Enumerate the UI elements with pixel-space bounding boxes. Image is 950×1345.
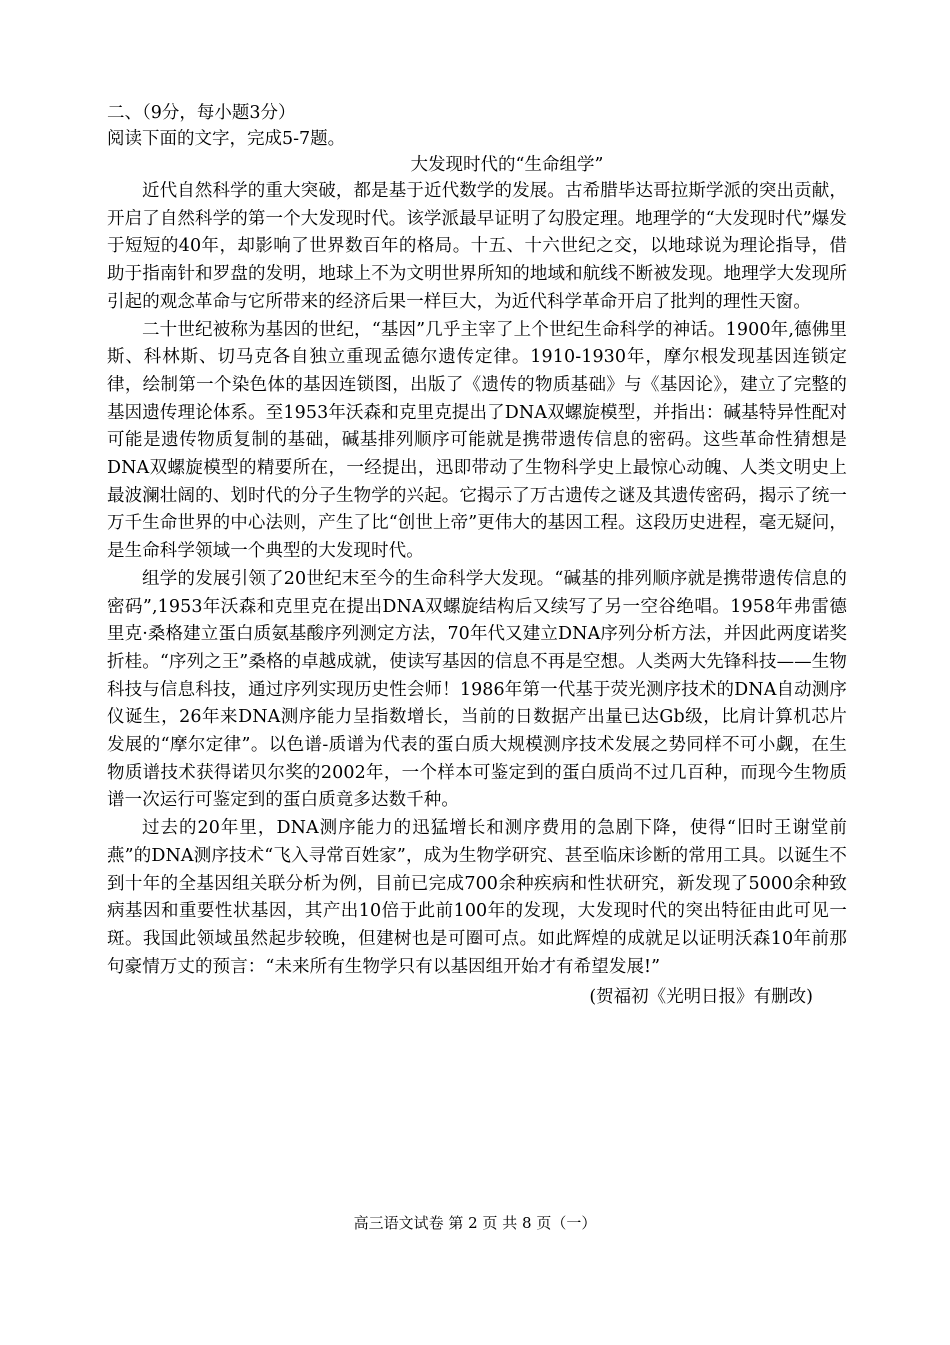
- page-footer: 高三语文试卷 第 2 页 共 8 页（一）: [353, 1214, 597, 1232]
- article-title: 大发现时代的“生命组学”: [410, 155, 604, 175]
- reading-instruction: 阅读下面的文字，完成5-7题。: [107, 129, 346, 149]
- article-paragraph-4: 过去的20年里，DNA测序能力的迅猛增长和测序费用的急剧下降，使得“旧时王谢堂前燕”的DNA测序技术“飞入寻常百姓家”，成为生物学研究、甚至临床诊断的常用工具。以诞生不到十年的全基因组关联分析为例，目前已完成700余种疾病和性状研究，新发现了5000余种致病基因和重要性状基因，其产出10倍于此前100年的发现，大发现时代的突出特征由此可见一斑。我国此领域虽然起步较晚，但建树也是可圈可点。如此辉煌的成就足以证明沃森10年前那句豪情万丈的预言：“未来所有生物学只有以基因组开始才有希望发展!”: [107, 818, 847, 977]
- article-paragraph-2: 二十世纪被称为基因的世纪，“基因”几乎主宰了上个世纪生命科学的神话。1900年,德佛里斯、科林斯、切马克各自独立重现孟德尔遗传定律。1910-1930年，摩尔根发现基因连锁定律，绘制第一个染色体的基因连锁图，出版了《遗传的物质基础》与《基因论》，建立了完整的基因遗传理论体系。至1953年沃森和克里克提出了DNA双螺旋模型，并指出：碱基特异性配对可能是遗传物质复制的基础，碱基排列顺序可能就是携带遗传信息的密码。这些革命性猜想是DNA双螺旋模型的精要所在，一经提出，迅即带动了生物科学史上最惊心动魄、人类文明史上最波澜壮阔的、划时代的分子生物学的兴起。它揭示了万古遗传之谜及其遗传密码，揭示了统一万千生命世界的中心法则，产生了比“创世上帝”更伟大的基因工程。这段历史进程，毫无疑问，是生命科学领域一个典型的大发现时代。: [107, 319, 847, 562]
- section-header: 二、（9分，每小题3分）: [107, 103, 296, 123]
- article-paragraph-1: 近代自然科学的重大突破，都是基于近代数学的发展。古希腊毕达哥拉斯学派的突出贡献，开启了自然科学的第一个大发现时代。该学派最早证明了勾股定理。地理学的“大发现时代”爆发于短短的40年，却影响了世界数百年的格局。十五、十六世纪之交，以地球说为理论指导，借助于指南针和罗盘的发明，地球上不为文明世界所知的地域和航线不断被发现。地理学大发现所引起的观念革命与它所带来的经济后果一样巨大，为近代科学革命开启了批判的理性天窗。: [107, 181, 847, 312]
- exam-page: [107, 100, 847, 1011]
- article-source: (贺福初《光明日报》有删改): [589, 987, 813, 1008]
- article-paragraph-3: 组学的发展引领了20世纪末至今的生命科学大发现。“碱基的排列顺序就是携带遗传信息的密码”,1953年沃森和克里克在提出DNA双螺旋结构后又续写了另一空谷绝唱。1958年弗雷德里克·桑格建立蛋白质氨基酸序列测定方法，70年代又建立DNA序列分析方法，并因此两度诺奖折桂。“序列之王”桑格的卓越成就，使读写基因的信息不再是空想。人类两大先锋科技——生物科技与信息科技，通过序列实现历史性会师！1986年第一代基于荧光测序技术的DNA自动测序仪诞生，26年来DNA测序能力呈指数增长，当前的日数据产出量已达Gb级，比肩计算机芯片发展的“摩尔定律”。以色谱-质谱为代表的蛋白质大规模测序技术发展之势同样不可小觑，在生物质谱技术获得诺贝尔奖的2002年，一个样本可鉴定到的蛋白质尚不过几百种，而现今生物质谱一次运行可鉴定到的蛋白质竟多达数千种。: [107, 568, 847, 811]
